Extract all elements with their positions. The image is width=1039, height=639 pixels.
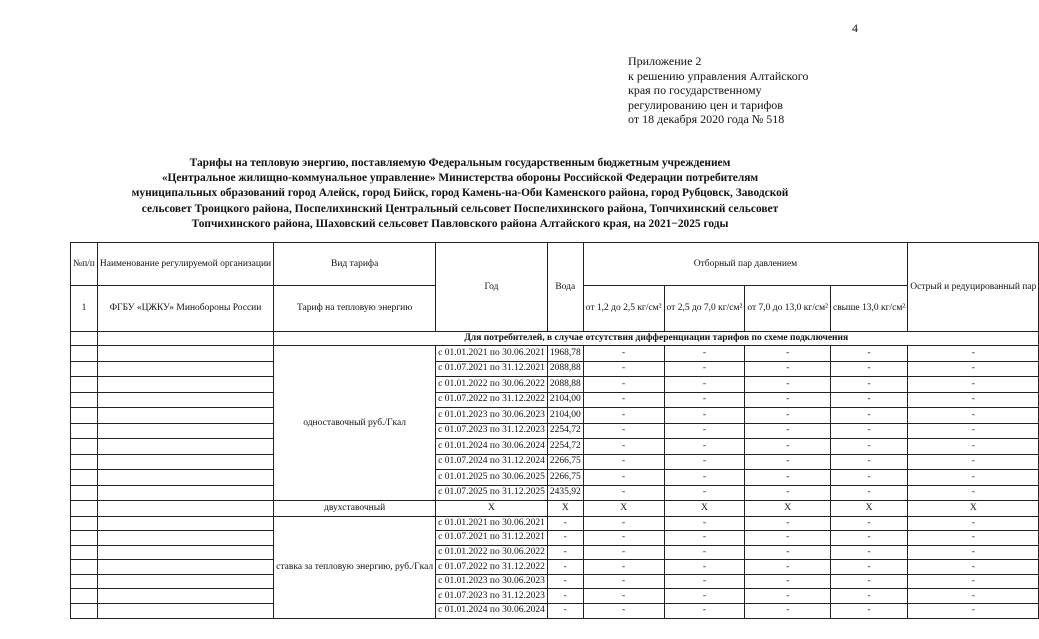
steam-4-value: - <box>830 470 907 486</box>
empty-cell <box>97 604 273 619</box>
sharp-steam-value: - <box>908 485 1039 501</box>
sharp-steam-value: - <box>908 408 1039 424</box>
steam-4-value: - <box>830 516 907 531</box>
steam-2-value: - <box>664 560 745 575</box>
empty-cell <box>97 485 273 501</box>
steam-4-value: - <box>830 439 907 455</box>
empty-cell <box>71 346 98 362</box>
steam-1-value: - <box>583 545 664 560</box>
water-value: 2266,75 <box>547 470 583 486</box>
sharp-steam-value: - <box>908 377 1039 393</box>
table-row <box>71 516 1039 531</box>
steam-1-value: - <box>583 516 664 531</box>
empty-cell <box>71 531 98 546</box>
period-cell: с 01.07.2022 по 31.12.2022 <box>436 560 548 575</box>
empty-cell <box>97 574 273 589</box>
steam-3-value: - <box>745 574 831 589</box>
sharp-steam-value: - <box>908 560 1039 575</box>
steam-4-value: - <box>830 545 907 560</box>
table-row <box>71 361 1039 377</box>
period-cell: с 01.07.2023 по 31.12.2023 <box>436 423 548 439</box>
appendix-line: от 18 декабря 2020 года № 518 <box>628 112 785 127</box>
empty-cell <box>71 361 98 377</box>
steam-3-value: - <box>745 531 831 546</box>
table-row <box>71 377 1039 393</box>
steam-1-value: - <box>583 392 664 408</box>
period-cell: с 01.01.2021 по 30.06.2021 <box>436 346 548 362</box>
steam-4-value: X <box>830 501 907 517</box>
period-cell: с 01.07.2023 по 31.12.2023 <box>436 589 548 604</box>
period-cell: с 01.01.2023 по 30.06.2023 <box>436 408 548 424</box>
steam-1-value: - <box>583 408 664 424</box>
period-cell: с 01.01.2024 по 30.06.2024 <box>436 604 548 619</box>
empty-cell <box>97 361 273 377</box>
appendix-line: края по государственному <box>628 83 762 98</box>
empty-cell <box>71 439 98 455</box>
steam-2-value: - <box>664 485 745 501</box>
water-value: - <box>547 531 583 546</box>
table-row <box>71 545 1039 560</box>
sharp-steam-value: X <box>908 501 1039 517</box>
header-year: Год <box>436 243 548 332</box>
water-value: - <box>547 560 583 575</box>
empty-cell <box>97 516 273 531</box>
header-steam-group: Отборный пар давлением <box>583 243 908 286</box>
steam-1-value: - <box>583 485 664 501</box>
steam-3-value: - <box>745 423 831 439</box>
header-kind: Вид тарифа <box>274 243 436 286</box>
period-cell: с 01.07.2024 по 31.12.2024 <box>436 454 548 470</box>
sharp-steam-value: - <box>908 423 1039 439</box>
tariff-type-label: двухставочный <box>274 501 436 517</box>
water-value: 2266,75 <box>547 454 583 470</box>
title-line: сельсовет Троицкого района, Поспелихинский Центральный сельсовет Поспелихинского района, Топчихинский сельсовет <box>141 202 779 215</box>
empty-cell <box>71 604 98 619</box>
table-row <box>71 485 1039 501</box>
steam-3-value: - <box>745 361 831 377</box>
steam-1-value: - <box>583 423 664 439</box>
table-row <box>71 501 1039 517</box>
empty-cell <box>97 454 273 470</box>
table-row <box>71 423 1039 439</box>
steam-3-value: X <box>745 501 831 517</box>
water-value: 2088,88 <box>547 377 583 393</box>
sharp-steam-value: - <box>908 604 1039 619</box>
sharp-steam-value: - <box>908 439 1039 455</box>
sharp-steam-value: - <box>908 454 1039 470</box>
steam-3-value: - <box>745 454 831 470</box>
title-line: Топчихинского района, Шаховский сельсовет Павловского района Алтайского края, на 2021−2025 годы <box>191 217 729 230</box>
appendix-note <box>628 54 808 127</box>
water-value: X <box>547 501 583 517</box>
steam-2-value: - <box>664 423 745 439</box>
tariff-table <box>70 242 1039 619</box>
empty-cell <box>97 439 273 455</box>
title-line: «Центральное жилищно-коммунальное управление» Министерства обороны Российской Федерации потребителям <box>161 172 759 185</box>
org-num: 1 <box>71 286 98 332</box>
empty-cell <box>71 392 98 408</box>
water-value: 2254,72 <box>547 439 583 455</box>
period-cell: с 01.07.2025 по 31.12.2025 <box>436 485 548 501</box>
steam-2-value: - <box>664 439 745 455</box>
steam-2-value: - <box>664 377 745 393</box>
steam-1-value: - <box>583 604 664 619</box>
empty-cell <box>71 589 98 604</box>
steam-2-value: - <box>664 516 745 531</box>
empty-cell <box>97 545 273 560</box>
header-steam-2: от 2,5 до 7,0 кг/см² <box>664 286 745 332</box>
empty-cell <box>97 470 273 486</box>
steam-4-value: - <box>830 392 907 408</box>
steam-3-value: - <box>745 604 831 619</box>
period-cell: с 01.01.2024 по 30.06.2024 <box>436 439 548 455</box>
steam-2-value: - <box>664 361 745 377</box>
period-cell: с 01.01.2023 по 30.06.2023 <box>436 574 548 589</box>
steam-3-value: - <box>745 470 831 486</box>
org-name: ФГБУ «ЦЖКУ» Минобороны России <box>97 286 273 332</box>
period-cell: X <box>436 501 548 517</box>
steam-4-value: - <box>830 531 907 546</box>
appendix-line: регулированию цен и тарифов <box>628 97 783 112</box>
sharp-steam-value: - <box>908 516 1039 531</box>
table-row <box>71 346 1039 362</box>
empty-cell <box>97 501 273 517</box>
steam-1-value: - <box>583 470 664 486</box>
header-steam-1: от 1,2 до 2,5 кг/см² <box>583 286 664 332</box>
empty-cell <box>97 531 273 546</box>
table-row <box>71 408 1039 424</box>
header-sharp-steam: Острый и редуцированный пар <box>908 243 1039 332</box>
steam-2-value: - <box>664 531 745 546</box>
empty-cell <box>97 332 273 346</box>
header-num: №п/п <box>71 243 98 286</box>
empty-cell <box>97 392 273 408</box>
empty-cell <box>71 485 98 501</box>
steam-1-value: - <box>583 439 664 455</box>
table-row <box>71 470 1039 486</box>
water-value: 1968,78 <box>547 346 583 362</box>
steam-2-value: - <box>664 574 745 589</box>
steam-1-value: - <box>583 589 664 604</box>
sharp-steam-value: - <box>908 346 1039 362</box>
steam-3-value: - <box>745 408 831 424</box>
empty-cell <box>71 574 98 589</box>
steam-1-value: - <box>583 531 664 546</box>
sharp-steam-value: - <box>908 589 1039 604</box>
appendix-line: к решению управления Алтайского <box>628 68 809 83</box>
water-value: - <box>547 545 583 560</box>
steam-1-value: - <box>583 574 664 589</box>
page-number: 4 <box>852 21 858 35</box>
header-steam-3: от 7,0 до 13,0 кг/см² <box>745 286 831 332</box>
empty-cell <box>71 423 98 439</box>
header-org: Наименование регулируемой организации <box>97 243 273 286</box>
period-cell: с 01.07.2021 по 31.12.2021 <box>436 531 548 546</box>
table-row <box>71 454 1039 470</box>
table-row <box>71 531 1039 546</box>
empty-cell <box>71 408 98 424</box>
water-value: 2435,92 <box>547 485 583 501</box>
appendix-line: Приложение 2 <box>628 54 702 68</box>
water-value: 2104,00 <box>547 408 583 424</box>
steam-3-value: - <box>745 346 831 362</box>
empty-cell <box>97 560 273 575</box>
steam-1-value: X <box>583 501 664 517</box>
empty-cell <box>97 377 273 393</box>
water-value: 2254,72 <box>547 423 583 439</box>
title-line: Тарифы на тепловую энергию, поставляемую Федеральным государственным бюджетным учреждением <box>189 157 731 169</box>
empty-cell <box>71 454 98 470</box>
steam-4-value: - <box>830 485 907 501</box>
sharp-steam-value: - <box>908 545 1039 560</box>
empty-cell <box>71 545 98 560</box>
empty-cell <box>97 589 273 604</box>
period-cell: с 01.01.2025 по 30.06.2025 <box>436 470 548 486</box>
steam-1-value: - <box>583 346 664 362</box>
steam-2-value: - <box>664 346 745 362</box>
empty-cell <box>71 516 98 531</box>
steam-2-value: X <box>664 501 745 517</box>
water-value: - <box>547 604 583 619</box>
steam-3-value: - <box>745 589 831 604</box>
steam-4-value: - <box>830 574 907 589</box>
sharp-steam-value: - <box>908 392 1039 408</box>
water-value: 2104,00 <box>547 392 583 408</box>
sharp-steam-value: - <box>908 361 1039 377</box>
empty-cell <box>97 346 273 362</box>
table-row <box>71 392 1039 408</box>
steam-2-value: - <box>664 545 745 560</box>
steam-1-value: - <box>583 454 664 470</box>
steam-2-value: - <box>664 470 745 486</box>
steam-1-value: - <box>583 377 664 393</box>
tariff-type-label: ставка за тепловую энергию, руб./Гкал <box>274 516 436 618</box>
steam-3-value: - <box>745 545 831 560</box>
period-cell: с 01.01.2022 по 30.06.2022 <box>436 377 548 393</box>
steam-1-value: - <box>583 361 664 377</box>
table-row <box>71 439 1039 455</box>
steam-4-value: - <box>830 589 907 604</box>
empty-cell <box>71 332 98 346</box>
section-heading: Для потребителей, в случае отсутствия дифференциации тарифов по схеме подключения <box>274 332 1039 346</box>
title-line: муниципальных образований город Алейск, город Бийск, город Камень-на-Оби Каменского района, город Рубцовск, Заводской <box>131 187 789 200</box>
steam-4-value: - <box>830 423 907 439</box>
table-row <box>71 604 1039 619</box>
table-row <box>71 589 1039 604</box>
steam-1-value: - <box>583 560 664 575</box>
steam-4-value: - <box>830 604 907 619</box>
sharp-steam-value: - <box>908 574 1039 589</box>
tariff-kind: Тариф на тепловую энергию <box>274 286 436 332</box>
steam-3-value: - <box>745 516 831 531</box>
steam-4-value: - <box>830 454 907 470</box>
period-cell: с 01.01.2021 по 30.06.2021 <box>436 516 548 531</box>
document-title <box>60 156 860 232</box>
empty-cell <box>71 470 98 486</box>
empty-cell <box>97 408 273 424</box>
period-cell: с 01.07.2022 по 31.12.2022 <box>436 392 548 408</box>
steam-2-value: - <box>664 604 745 619</box>
steam-2-value: - <box>664 392 745 408</box>
steam-2-value: - <box>664 408 745 424</box>
steam-4-value: - <box>830 560 907 575</box>
sharp-steam-value: - <box>908 531 1039 546</box>
empty-cell <box>97 423 273 439</box>
steam-4-value: - <box>830 361 907 377</box>
steam-3-value: - <box>745 392 831 408</box>
empty-cell <box>71 560 98 575</box>
table-row <box>71 560 1039 575</box>
header-water: Вода <box>547 243 583 332</box>
steam-3-value: - <box>745 439 831 455</box>
water-value: - <box>547 589 583 604</box>
water-value: - <box>547 516 583 531</box>
period-cell: с 01.07.2021 по 31.12.2021 <box>436 361 548 377</box>
steam-3-value: - <box>745 560 831 575</box>
table-row <box>71 574 1039 589</box>
steam-4-value: - <box>830 377 907 393</box>
steam-4-value: - <box>830 408 907 424</box>
steam-2-value: - <box>664 589 745 604</box>
water-value: 2088,88 <box>547 361 583 377</box>
header-steam-4: свыше 13,0 кг/см² <box>830 286 907 332</box>
steam-3-value: - <box>745 485 831 501</box>
steam-3-value: - <box>745 377 831 393</box>
steam-2-value: - <box>664 454 745 470</box>
steam-4-value: - <box>830 346 907 362</box>
tariff-type-label: одноставочный руб./Гкал <box>274 346 436 501</box>
empty-cell <box>71 377 98 393</box>
water-value: - <box>547 574 583 589</box>
empty-cell <box>71 501 98 517</box>
period-cell: с 01.01.2022 по 30.06.2022 <box>436 545 548 560</box>
sharp-steam-value: - <box>908 470 1039 486</box>
